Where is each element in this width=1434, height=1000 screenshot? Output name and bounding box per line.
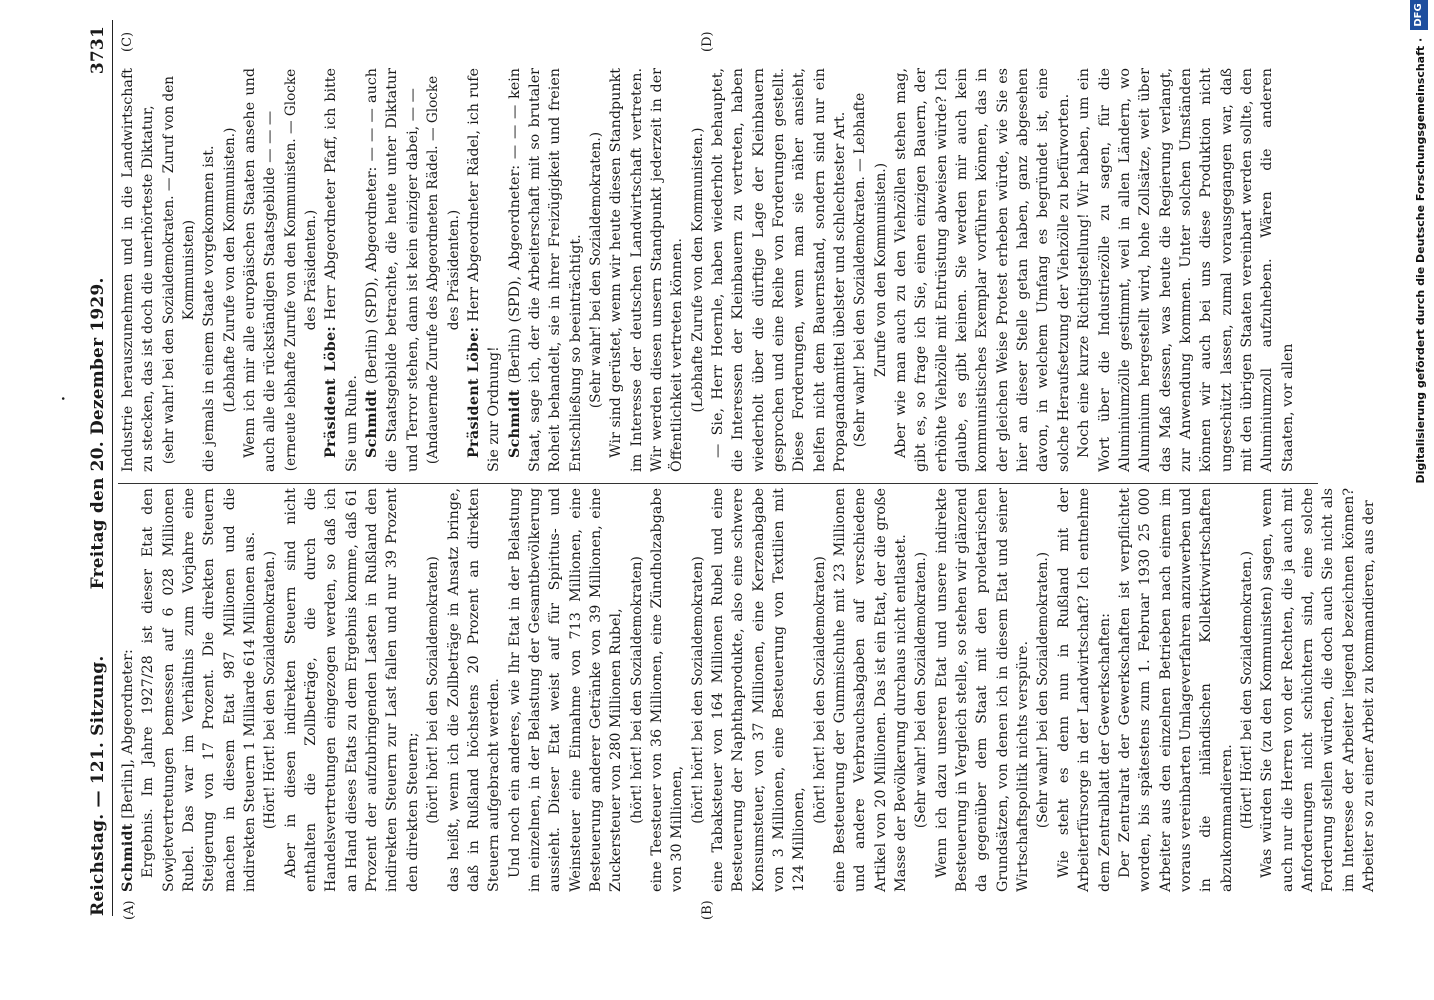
page-number: 3731 (88, 26, 108, 75)
paragraph-text: Wir sind gerüstet, wenn wir heute diesen Standpunkt im Interesse der deutschen Landwirtschaft vertreten. Wir werden diesen unsern Standpunkt jederzeit in der Öffentlichkeit vertreten können. (608, 68, 686, 472)
paragraph-text: (Berlin) (SPD), Abgeordneter: — — — auch die Staatsgebilde betrachte, die heute unter Diktatur und Terror stehen, dann ist kein einziger dabei, — — (364, 68, 421, 472)
paragraph (464, 68, 505, 472)
paragraph-text: (hört! hört! bei den Sozialdemokraten) (628, 556, 645, 824)
paragraph (444, 488, 505, 892)
paragraph-text: (Hört! Hört! bei den Sozialdemokraten.) (262, 550, 279, 830)
paragraph (1257, 488, 1379, 892)
speaker-name: Schmidt (506, 389, 523, 458)
paragraph-text: — Sie, Herr Hoernle, haben wiederholt behauptet, die Interessen der Kleinbauern zu vertreten, haben wiederholt über die dürftige Lage der Kleinbauern gesprochen und eine Reihe von Forderungen gestellt. Diese Forderungen, wenn man sie näher ansieht, helfen nicht dem Bauernstand, sondern sind nur ein Propagandamittel übelster und schlechtester Art. (709, 68, 849, 472)
interjection (1033, 488, 1053, 892)
paragraph (647, 488, 688, 892)
paragraph-text: Herr Abgeordneter Rädel, ich rufe Sie zur Ordnung! (465, 68, 503, 472)
interjection (688, 488, 708, 892)
paragraph-text: (hört! hört! bei den Sozialdemokraten) (689, 556, 706, 824)
interjection (260, 488, 280, 892)
paragraph (118, 68, 159, 472)
paragraph-text: (Sehr wahr! bei den Sozialdemokraten. — Lebhafte Zurufe von den Kommunisten.) (852, 92, 889, 448)
header-date: Freitag den 20. Dezember 1929. (88, 277, 108, 590)
speaker-name: Schmidt (364, 389, 381, 458)
margin-marker-a: (A) (122, 900, 137, 920)
interjection (850, 68, 891, 472)
interjection (423, 488, 443, 892)
paragraph-text: Aber in diesen indirekten Steuern sind nicht enthalten die Zollbeträge, die durch die Handelsvertretungen eingezogen werden, so daß ich an Hand dieses Etats zu dem Ergebnis komme, daß 61 Prozent der aufzubringenden Lasten in Rußland den indirekten Steuern zur Last fallen und nur 39 Prozent den direkten Steuern; (282, 488, 421, 892)
paragraph-text: (Sehr wahr! bei den Sozialdemokraten.) (913, 551, 930, 829)
speaker-name: Präsident Löbe: (465, 326, 482, 458)
margin-marker-b: (B) (700, 900, 715, 920)
paragraph (362, 68, 423, 472)
paragraph (138, 488, 260, 892)
paragraph (708, 488, 810, 892)
header-dot: · (56, 395, 72, 401)
paragraph (830, 488, 911, 892)
paragraph (708, 68, 850, 472)
paragraph-text: [Berlin], Abgeordneter: (120, 649, 136, 824)
page-header (56, 26, 114, 916)
interjection (220, 68, 240, 472)
paragraph (932, 488, 1034, 892)
speaker-name: Schmidt (120, 823, 136, 892)
interjection (911, 488, 931, 892)
paragraph (1115, 488, 1237, 892)
paragraph-text: Was würden Sie (zu den Kommunisten) sagen, wenn auch nur die Herren von der Rechten, die ja auch mit Anforderungen nicht schüchtern sind, eine solche Forderung stellen würden, die doch auch Sie nicht als im Interesse der Arbeiter liegend bezeichnen können? Arbeiter so zu einer Arbeit zu kommandieren, aus der (1259, 488, 1377, 892)
header-left: Reichstag. — 121. Sitzung. (88, 655, 108, 916)
paragraph (1054, 488, 1115, 892)
interjection (586, 68, 606, 472)
paragraph-text: Wenn ich mir alle europäischen Staaten ansehe und auch alle die rückständigen Staatsgebilde — — — (242, 68, 279, 472)
digitization-credit (1414, 0, 1427, 1000)
interjection (810, 488, 830, 892)
header-rule (112, 20, 113, 916)
paragraph-text: Der Zentralrat der Gewerkschaften ist verpflichtet worden, bis spätestens zum 1. Februar 1930 25 000 Arbeiter aus den einzelnen Betrieben nach einem im voraus vereinbarten Umlageverfahren anzuwerben und in die inländischen Kollektivwirtschaften abzukommandieren. (1116, 488, 1235, 892)
paragraph-text: eine Teesteuer von 36 Millionen, eine Zündholzabgabe von 30 Millionen, (648, 488, 686, 892)
paragraph (505, 488, 627, 892)
paragraph (891, 68, 1074, 472)
paragraph-text: (hört! hört! bei den Sozialdemokraten) (425, 556, 442, 824)
paragraph-text: Und noch ein anderes, wie Ihr Etat in der Belastung im einzelnen, in der Belastung der Gesamtbevölkerung aussieht. Dieser Etat weist auf für Spiritus- und Weinsteuer eine Einnahme von 713 Millionen, eine Besteuerung anderer Getränke von 39 Millionen, eine Zuckersteuer von 280 Millionen Rubel, (506, 488, 625, 892)
paragraph-text: Wie steht es denn nun in Rußland mit der Arbeiterfürsorge in der Landwirtschaft? Ich entnehme dem Zentralblatt der Gewerkschaften: (1055, 488, 1113, 892)
paragraph-text: (erneute lebhafte Zurufe von den Kommunisten. — Glocke des Präsidenten.) (282, 68, 320, 472)
paragraph-text: das heißt, wenn ich die Zollbeträge in Ansatz bringe, daß in Rußland höchstens 20 Prozent an direkten Steuern aufgebracht werden. (445, 488, 503, 892)
paragraph-text: Wenn ich dazu unseren Etat und unsere indirekte Besteuerung in Vergleich stelle, so stehen wir glänzend da gegenüber dem Staat mit den proletarischen Grundsätzen, von denen ich in diesem Etat und seiner Wirtschaftspolitik nichts verspüre. (933, 488, 1032, 892)
right-text-column (118, 68, 1298, 472)
paragraph-text: die jemals in einem Staate vorgekommen ist. (201, 145, 218, 472)
paragraph (606, 68, 687, 472)
paragraph-text: (Sehr wahr! bei den Sozialdemokraten.) (1035, 551, 1052, 829)
paragraph (118, 488, 138, 892)
header-session (88, 277, 108, 916)
paragraph-text: (Andauernde Zurufe des Abgeordneten Rädel. — Glocke des Präsidenten.) (425, 75, 462, 465)
dfg-logo: DFG (1410, 0, 1428, 30)
paragraph-text: Noch eine kurze Richtigstellung! Wir haben, um ein Wort über die Industriezölle zu sagen, für die Aluminiumzölle gestimmt, weil in allen Ländern, wo Aluminium hergestellt wird, hohe Zollsätze, weit über das Maß dessen, was heute die Regierung verlangt, zur Anwendung kommen. Unter solchen Umständen können wir auch bei uns diese Produktion nicht ungeschützt lassen, zumal vorausgegangen war, daß mit den übrigen Staaten vereinbart werden sollte, den Aluminiumzoll aufzuheben. Wären die anderen Staaten, vor allen (1076, 68, 1296, 472)
margin-marker-c: (C) (120, 31, 135, 52)
paragraph-text: (Sehr wahr! bei den Sozialdemokraten.) (587, 131, 604, 409)
paragraph-text: eine Tabaksteuer von 164 Millionen Rubel und eine Besteuerung der Naphthaprodukte, also eine schwere Konsumsteuer, von 37 Millionen, eine Kerzenabgabe von 3 Millionen, eine Besteuerung von Textilien mit 124 Millionen, (709, 488, 808, 892)
interjection (688, 68, 708, 472)
paragraph (199, 68, 219, 472)
paragraph-text: (Lebhafte Zurufe von den Kommunisten.) (221, 127, 238, 413)
interjection (281, 68, 322, 472)
paragraph-text: (Berlin) (SPD), Abgeordneter: — — — kein Staat, sage ich, der die Arbeiterschaft mit so brutaler Roheit behandelt, sie in ihrer Freizügigkeit und freien Entschließung so beeinträchtigt. (506, 68, 584, 472)
paragraph (281, 488, 423, 892)
paragraph-text: eine Besteuerung der Gummischuhe mit 23 Millionen und andere Verbrauchsabgaben auf verschiedene Artikel von 20 Millionen. Das ist ein Etat, der die große Masse der Bevölkerung durchaus nicht entlastet. (832, 488, 910, 892)
digitization-credit-text: Digitalisierung gefördert durch die Deutsche Forschungsgemeinschaft · (1414, 37, 1427, 484)
interjection (423, 68, 464, 472)
paragraph-text: Ergebnis. Im Jahre 1927/28 ist dieser Etat den Sowjetvertretungen bemessen auf 6 028 Millionen Rubel. Das war im Verhältnis zum Vorjahre eine Steigerung von 17 Prozent. Die direkten Steuern machen in diesem Etat 987 Millionen und die indirekten Steuern 1 Milliarde 614 Millionen aus. (140, 488, 259, 892)
paragraph-text: (Hört! Hört! bei den Sozialdemokraten.) (1238, 550, 1255, 830)
interjection (627, 488, 647, 892)
interjection (1237, 488, 1257, 892)
paragraph (321, 68, 362, 472)
paragraph (505, 68, 586, 472)
paragraph-text: Herr Abgeordneter Pfaff, ich bitte Sie um Ruhe. (323, 68, 360, 472)
interjection (159, 68, 200, 472)
margin-marker-d: (D) (700, 31, 715, 52)
paragraph (240, 68, 281, 472)
paragraph-text: (hört! hört! bei den Sozialdemokraten) (811, 556, 828, 824)
paragraph-text: Industrie herauszunehmen und in die Landwirtschaft zu stecken, das ist doch die unerhörteste Diktatur, (120, 68, 157, 472)
speaker-name: Präsident Löbe: (323, 326, 340, 458)
column-divider (118, 483, 1318, 484)
paragraph (1074, 68, 1298, 472)
paragraph-text: Aber wie man auch zu den Viehzöllen stehen mag, gibt es, so frage ich Sie, einen einzigen Bauern, der erhöhte Viehzölle mit Entrüstung abweisen würde? Ich glaube, es gibt keinen. Sie werden mir auch kein kommunistisches Exemplar vorführen können, das in der gleichen Weise Protest erheben würde, wie Sie es hier an dieser Stelle getan haben, ganz abgesehen davon, in welchem Umfang es begründet ist, eine solche Heraufsetzung der Viehzölle zu befürworten. (893, 68, 1072, 472)
paragraph-text: (sehr wahr! bei den Sozialdemokraten. — Zuruf von den Kommunisten) (160, 75, 198, 465)
left-text-column (118, 488, 1379, 892)
paragraph-text: (Lebhafte Zurufe von den Kommunisten.) (689, 127, 706, 413)
